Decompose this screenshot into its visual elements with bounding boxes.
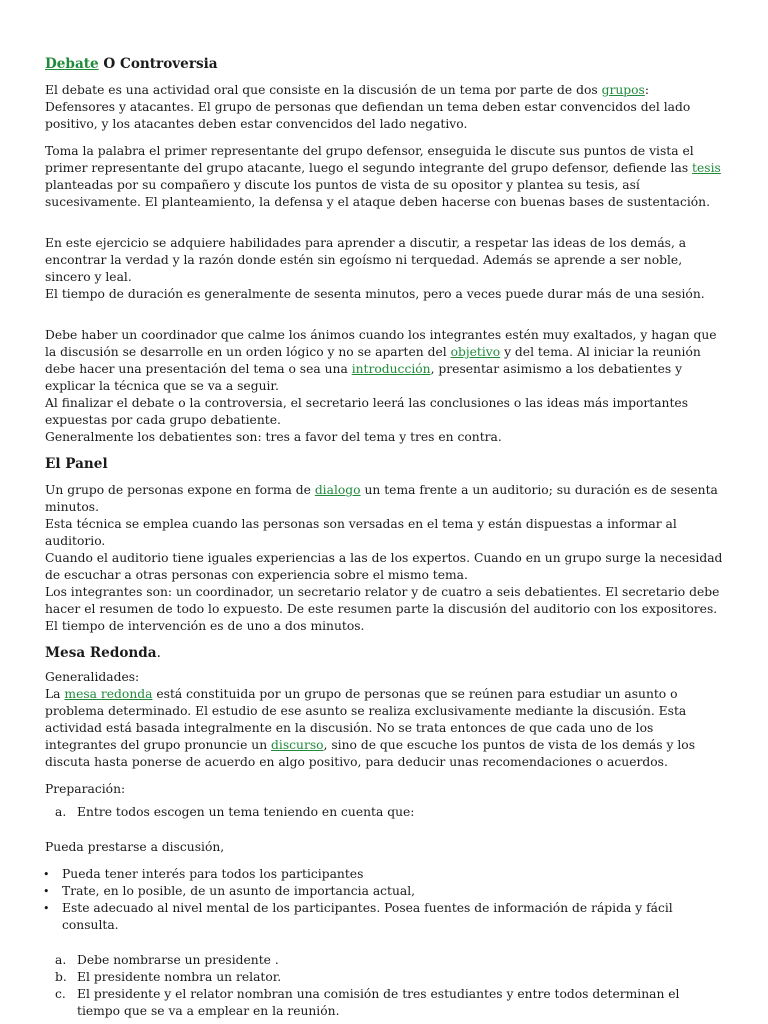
panel-paragraph: Un grupo de personas expone en forma de dialogo un tema frente a un auditorio; su duración es de sesenta minutos. Esta técnica se emplea cuando las personas son versadas en el tema y están dispuestas a informar al auditorio. Cuando el auditorio tiene iguales experiencias a las de los expertos. Cuando en un grupo surge la necesidad de escuchar a otras personas con experiencia sobre el mismo tema. Los integrantes son: un coordinador, un secretario relator y de cuatro a seis debatientes. El secretario debe hacer el resumen de todo lo expuesto. De este resumen parte la discusión del auditorio con los expositores. El tiempo de intervención es de uno a dos minutos. <box>45 483 723 633</box>
list-item: b. El presidente nombra un relator. <box>55 970 282 984</box>
debate-paragraph-2: Toma la palabra el primer representante del grupo defensor, enseguida le discute sus puntos de vista el primer representante del grupo atacante, luego el segundo integrante del grupo defensor, defiende las tesis planteadas por su compañero y discute los puntos de vista de su opositor y plantea su tesis, así sucesivamente. El planteamiento, la defensa y el ataque deben hacerse con buenas bases de sustentación. <box>45 144 721 209</box>
list-item: a. Entre todos escogen un tema teniendo en cuenta que: <box>55 805 415 819</box>
tesis-link[interactable]: tesis <box>692 161 721 175</box>
grupos-link[interactable]: grupos <box>601 83 645 97</box>
debate-paragraph-1: El debate es una actividad oral que consiste en la discusión de un tema por parte de dos grupos: Defensores y atacantes. El grupo de personas que defiendan un tema deben estar convencidos del lado positivo, y los atacantes deben estar convencidos del lado negativo. <box>45 83 691 131</box>
section-title-panel: El Panel <box>45 456 108 472</box>
mesa-redonda-link[interactable]: mesa redonda <box>64 687 153 701</box>
document-body <box>45 54 725 1020</box>
debate-paragraph-3: En este ejercicio se adquiere habilidades para aprender a discutir, a respetar las ideas de los demás, a encontrar la verdad y la razón donde estén sin egoísmo ni terquedad. Además se aprende a ser noble, sincero y leal. El tiempo de duración es generalmente de sesenta minutos, pero a veces puede durar más de una sesión. <box>45 236 705 301</box>
preparation-list <box>45 804 725 821</box>
mesa-preparacion-label: Preparación: <box>45 782 126 796</box>
steps-list <box>45 952 725 1020</box>
discurso-link[interactable]: discurso <box>271 738 324 752</box>
introduccion-link[interactable]: introducción <box>351 362 431 376</box>
list-item: • Pueda tener interés para todos los participantes <box>43 867 364 881</box>
list-item: c. El presidente y el relator nombran una comisión de tres estudiantes y entre todos determinan el tiempo que se va a emplear en la reunión. <box>55 987 680 1018</box>
debate-paragraph-4: Debe haber un coordinador que calme los ánimos cuando los integrantes estén muy exaltados, y hagan que la discusión se desarrolle en un orden lógico y no se aparten del objetivo y del tema. Al iniciar la reunión debe hacer una presentación del tema o sea una introducción, presentar asimismo a los debatientes y explicar la técnica que se va a seguir. Al finalizar el debate o la controversia, el secretario leerá las conclusiones o las ideas más importantes expuestas por cada grupo debatiente. Generalmente los debatientes son: tres a favor del tema y tres en contra. <box>45 328 717 444</box>
list-item: • Trate, en lo posible, de un asunto de importancia actual, <box>43 884 416 898</box>
debate-link[interactable]: Debate <box>45 56 99 72</box>
section-title-debate: Debate O Controversia <box>45 56 218 72</box>
list-item: • Este adecuado al nivel mental de los participantes. Posea fuentes de información de rápida y fácil consulta. <box>43 901 673 932</box>
objetivo-link[interactable]: objetivo <box>450 345 501 359</box>
mesa-generalidades: Generalidades: La mesa redonda está constituida por un grupo de personas que se reúnen para estudiar un asunto o problema determinado. El estudio de ese asunto se realiza exclusivamente mediante la discusión. Esta actividad está basada integralmente en la discusión. No se trata entonces de que cada uno de los integrantes del grupo pronuncie un discurso, sino de que escuche los puntos de vista de los demás y los discuta hasta ponerse de acuerdo en algo positivo, para deducir unas recomendaciones o acuerdos. <box>45 670 695 769</box>
list-item: a. Debe nombrarse un presidente . <box>55 953 279 967</box>
mesa-pueda-line: Pueda prestarse a discusión, <box>45 840 225 854</box>
criteria-list <box>45 866 725 934</box>
section-title-mesa-redonda: Mesa Redonda. <box>45 645 161 661</box>
dialogo-link[interactable]: dialogo <box>314 483 361 497</box>
